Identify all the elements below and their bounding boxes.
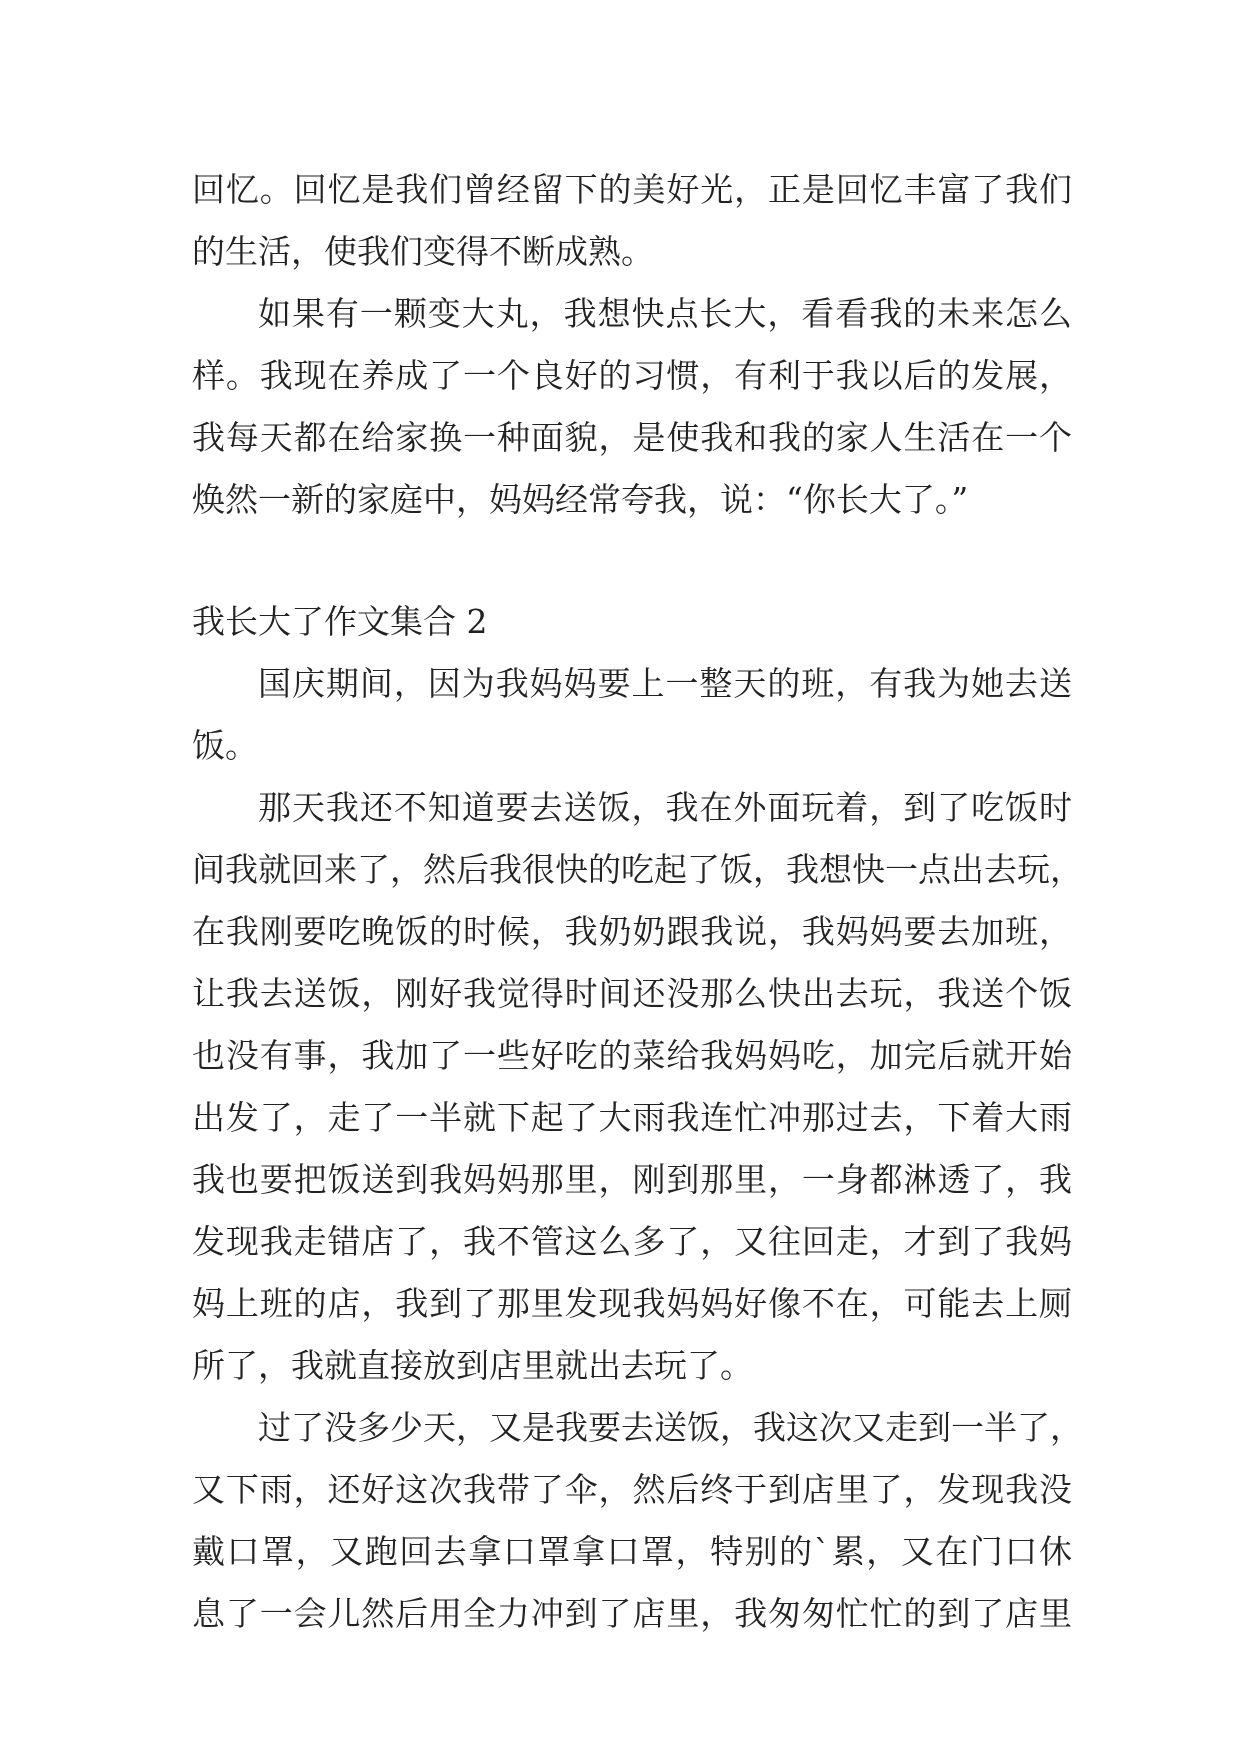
paragraph-first-line: 那天我还不知道要去送饭，我在外面玩着，到了吃饭时 — [258, 788, 1072, 827]
text-line: 回忆。回忆是我们曾经留下的美好光，正是回忆丰富了我们 — [192, 170, 1072, 209]
text-line: 让我去送饭，刚好我觉得时间还没那么快出去玩，我送个饭 — [192, 974, 1072, 1013]
text-line: 我每天都在给家换一种面貌，是使我和我的家人生活在一个 — [192, 418, 1072, 457]
text-line: 的生活，使我们变得不断成熟。 — [192, 232, 654, 271]
text-line: 戴口罩，又跑回去拿口罩拿口罩，特别的`累，又在门口休 — [192, 1532, 1072, 1571]
section-heading: 我长大了作文集合 2 — [192, 602, 488, 641]
text-line: 息了一会儿然后用全力冲到了店里，我匆匆忙忙的到了店里 — [192, 1594, 1072, 1633]
text-line: 出发了，走了一半就下起了大雨我连忙冲那过去，下着大雨 — [192, 1098, 1072, 1137]
text-line: 发现我走错店了，我不管这么多了，又往回走，才到了我妈 — [192, 1222, 1072, 1261]
paragraph-first-line: 过了没多少天，又是我要去送饭，我这次又走到一半了， — [258, 1408, 1083, 1447]
text-line: 间我就回来了，然后我很快的吃起了饭，我想快一点出去玩， — [192, 850, 1083, 889]
text-line: 妈上班的店，我到了那里发现我妈妈好像不在，可能去上厕 — [192, 1284, 1072, 1323]
text-line: 样。我现在养成了一个良好的习惯，有利于我以后的发展， — [192, 356, 1072, 395]
text-line: 我也要把饭送到我妈妈那里，刚到那里，一身都淋透了，我 — [192, 1160, 1072, 1199]
text-line: 焕然一新的家庭中，妈妈经常夸我，说：“你长大了。” — [192, 480, 969, 519]
text-line: 又下雨，还好这次我带了伞，然后终于到店里了，发现我没 — [192, 1470, 1072, 1509]
text-line: 在我刚要吃晚饭的时候，我奶奶跟我说，我妈妈要去加班， — [192, 912, 1072, 951]
paragraph-first-line: 如果有一颗变大丸，我想快点长大，看看我的未来怎么 — [258, 294, 1072, 333]
text-line: 所了，我就直接放到店里就出去玩了。 — [192, 1346, 753, 1385]
paragraph-first-line: 国庆期间，因为我妈妈要上一整天的班，有我为她去送 — [258, 664, 1072, 703]
text-line: 饭。 — [192, 726, 258, 765]
text-line: 也没有事，我加了一些好吃的菜给我妈妈吃，加完后就开始 — [192, 1036, 1072, 1075]
